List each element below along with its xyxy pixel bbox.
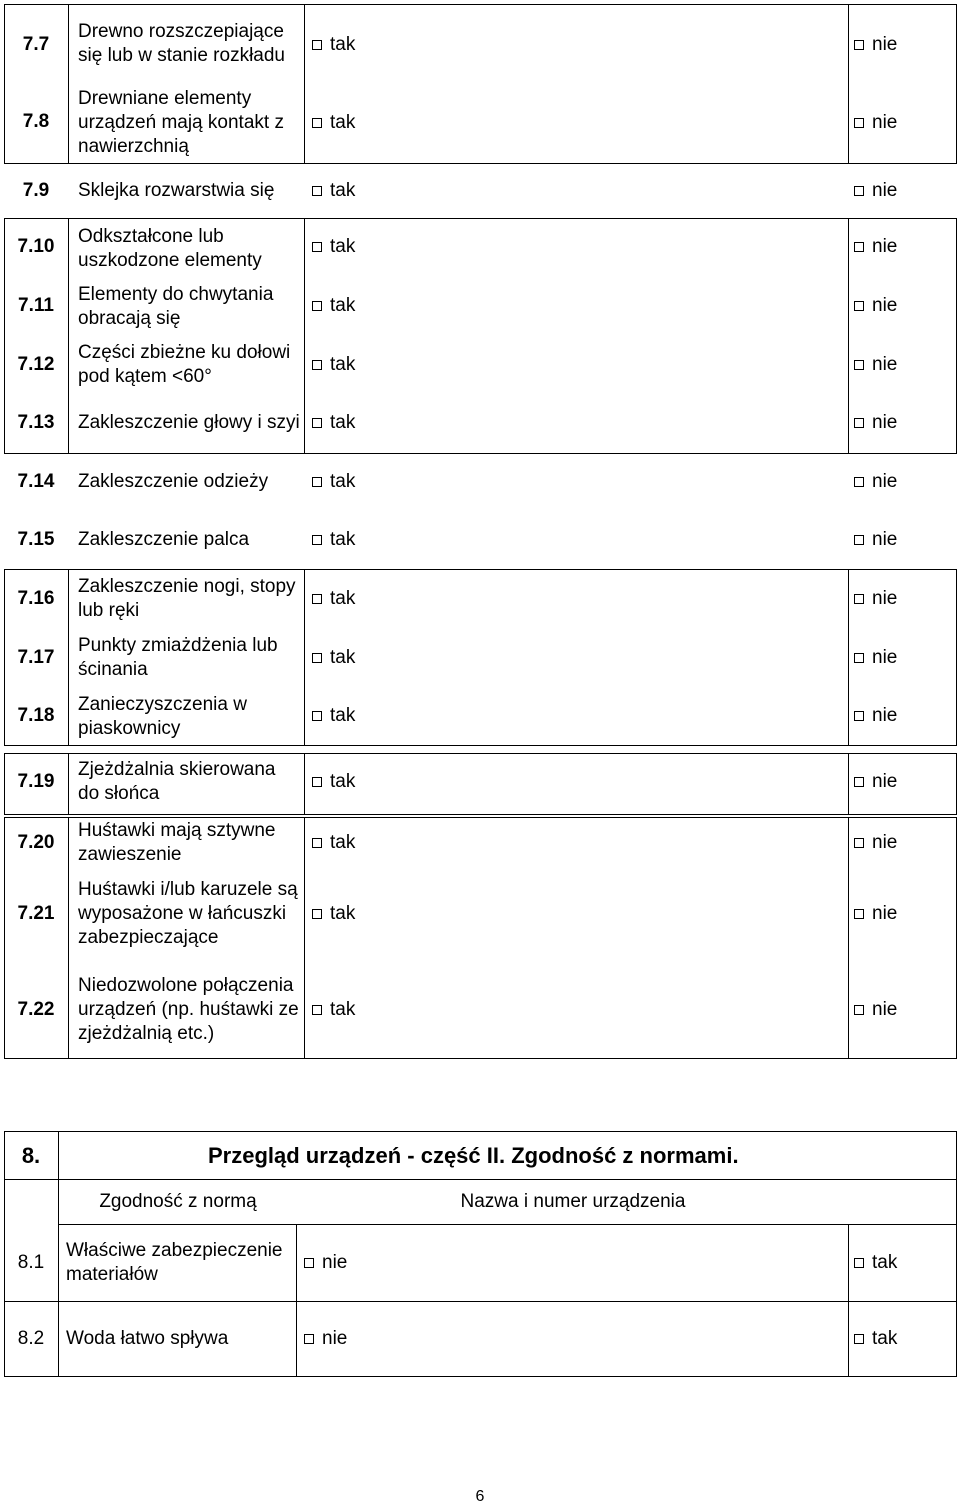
checkbox-icon[interactable]	[312, 242, 322, 252]
item-label: Sklejka rozwarstwia się	[78, 180, 275, 201]
checkbox-icon[interactable]	[854, 118, 864, 128]
section-title: Przegląd urządzeń - część II. Zgodność z normami.	[208, 1143, 739, 1168]
checkbox-icon[interactable]	[312, 594, 322, 604]
no-option[interactable]: nie	[854, 527, 954, 553]
no-option[interactable]: nie	[854, 234, 954, 260]
checkbox-icon[interactable]	[854, 1334, 864, 1344]
item-label: Zjeżdżalnia skierowana do słońca	[78, 759, 276, 804]
no-option[interactable]: nie	[854, 293, 954, 319]
item-label: Części zbieżne ku dołowi pod kątem <60°	[78, 342, 291, 387]
checkbox-icon[interactable]	[312, 186, 322, 196]
yes-option[interactable]: tak	[312, 32, 432, 58]
item-label: Właściwe zabezpieczenie materiałów	[66, 1240, 283, 1285]
item-number: 7.22	[17, 999, 55, 1020]
item-label: Zakleszczenie palca	[78, 529, 250, 550]
item-label: Drewniane elementy urządzeń mają kontakt z nawierzchnią	[78, 88, 284, 157]
item-label: Punkty zmiażdżenia lub ścinania	[78, 635, 278, 680]
item-label: Zakleszczenie odzieży	[78, 471, 269, 492]
no-option[interactable]: nie	[854, 769, 954, 795]
checkbox-icon[interactable]	[854, 594, 864, 604]
item-label: Zanieczyszczenia w piaskownicy	[78, 694, 247, 739]
checkbox-icon[interactable]	[312, 118, 322, 128]
item-number: 7.19	[17, 771, 55, 792]
checkbox-icon[interactable]	[312, 360, 322, 370]
no-option[interactable]: nie	[854, 469, 954, 495]
checkbox-icon[interactable]	[312, 838, 322, 848]
checkbox-icon[interactable]	[854, 838, 864, 848]
checkbox-icon[interactable]	[312, 535, 322, 545]
checkbox-icon[interactable]	[854, 360, 864, 370]
item-label: Huśtawki mają sztywne zawieszenie	[78, 820, 276, 865]
item-number: 7.7	[22, 34, 50, 55]
yes-option[interactable]: tak	[312, 901, 432, 927]
no-option[interactable]: nie	[304, 1326, 424, 1352]
item-label: Zakleszczenie głowy i szyi	[78, 412, 300, 433]
no-option[interactable]: nie	[854, 703, 954, 729]
item-number: 7.13	[17, 412, 55, 433]
item-number: 7.21	[17, 903, 55, 924]
page-number: 6	[475, 1488, 485, 1505]
yes-option[interactable]: tak	[312, 769, 432, 795]
checkbox-icon[interactable]	[854, 535, 864, 545]
checkbox-icon[interactable]	[854, 1258, 864, 1268]
item-label: Odkształcone lub uszkodzone elementy	[78, 226, 262, 271]
checkbox-icon[interactable]	[854, 477, 864, 487]
checkbox-icon[interactable]	[854, 909, 864, 919]
checkbox-icon[interactable]	[854, 1005, 864, 1015]
yes-option[interactable]: tak	[312, 352, 432, 378]
yes-option[interactable]: tak	[312, 410, 432, 436]
yes-option[interactable]: tak	[854, 1326, 954, 1352]
yes-option[interactable]: tak	[312, 586, 432, 612]
item-number: 7.10	[17, 236, 55, 257]
checkbox-icon[interactable]	[312, 653, 322, 663]
item-label: Niedozwolone połączenia urządzeń (np. huśtawki ze zjeżdżalnią etc.)	[78, 975, 299, 1044]
column-header-device: Nazwa i numer urządzenia	[460, 1191, 686, 1212]
yes-option[interactable]: tak	[312, 178, 432, 204]
no-option[interactable]: nie	[854, 901, 954, 927]
checkbox-icon[interactable]	[312, 301, 322, 311]
checkbox-icon[interactable]	[312, 711, 322, 721]
no-option[interactable]: nie	[854, 352, 954, 378]
yes-option[interactable]: tak	[312, 234, 432, 260]
yes-option[interactable]: tak	[854, 1250, 954, 1276]
item-number: 7.14	[17, 471, 55, 492]
checkbox-icon[interactable]	[304, 1258, 314, 1268]
yes-option[interactable]: tak	[312, 997, 432, 1023]
section-number: 8.	[21, 1143, 41, 1168]
checkbox-icon[interactable]	[854, 653, 864, 663]
checkbox-icon[interactable]	[304, 1334, 314, 1344]
item-number: 7.17	[17, 647, 55, 668]
column-header-standard: Zgodność z normą	[99, 1191, 257, 1212]
checkbox-icon[interactable]	[854, 777, 864, 787]
item-label: Drewno rozszczepiające się lub w stanie rozkładu	[78, 21, 285, 66]
checkbox-icon[interactable]	[312, 909, 322, 919]
no-option[interactable]: nie	[854, 997, 954, 1023]
yes-option[interactable]: tak	[312, 645, 432, 671]
no-option[interactable]: nie	[854, 178, 954, 204]
checkbox-icon[interactable]	[312, 40, 322, 50]
no-option[interactable]: nie	[304, 1250, 424, 1276]
item-number: 7.15	[17, 529, 55, 550]
no-option[interactable]: nie	[854, 32, 954, 58]
yes-option[interactable]: tak	[312, 527, 432, 553]
no-option[interactable]: nie	[854, 830, 954, 856]
no-option[interactable]: nie	[854, 410, 954, 436]
no-option[interactable]: nie	[854, 110, 954, 136]
item-number: 7.8	[22, 111, 50, 132]
checkbox-icon[interactable]	[312, 1005, 322, 1015]
item-number: 7.9	[22, 180, 50, 201]
yes-option[interactable]: tak	[312, 703, 432, 729]
item-label: Elementy do chwytania obracają się	[78, 284, 274, 329]
item-number: 8.2	[17, 1328, 45, 1349]
checkbox-icon[interactable]	[312, 418, 322, 428]
yes-option[interactable]: tak	[312, 830, 432, 856]
no-option[interactable]: nie	[854, 586, 954, 612]
yes-option[interactable]: tak	[312, 469, 432, 495]
checkbox-icon[interactable]	[854, 711, 864, 721]
checkbox-icon[interactable]	[854, 242, 864, 252]
item-label: Woda łatwo spływa	[66, 1328, 229, 1349]
checkbox-icon[interactable]	[854, 40, 864, 50]
no-option[interactable]: nie	[854, 645, 954, 671]
checkbox-icon[interactable]	[312, 477, 322, 487]
item-number: 7.16	[17, 588, 55, 609]
checkbox-icon[interactable]	[854, 301, 864, 311]
item-label: Zakleszczenie nogi, stopy lub ręki	[78, 576, 296, 621]
item-number: 7.12	[17, 354, 55, 375]
item-number: 7.20	[17, 832, 55, 853]
yes-option[interactable]: tak	[312, 110, 432, 136]
checkbox-icon[interactable]	[854, 418, 864, 428]
item-number: 7.11	[18, 295, 54, 316]
item-label: Huśtawki i/lub karuzele są wyposażone w łańcuszki zabezpieczające	[78, 879, 298, 948]
checkbox-icon[interactable]	[854, 186, 864, 196]
item-number: 7.18	[17, 705, 55, 726]
yes-option[interactable]: tak	[312, 293, 432, 319]
checkbox-icon[interactable]	[312, 777, 322, 787]
item-number: 8.1	[17, 1252, 45, 1273]
